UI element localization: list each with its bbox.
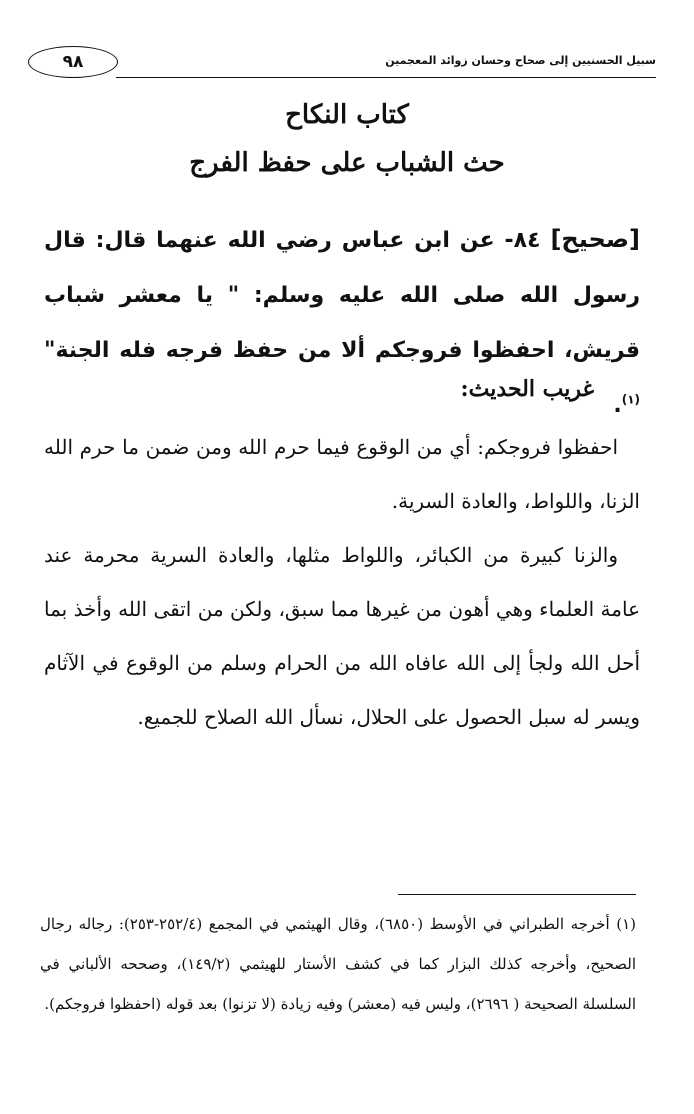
footnote-ref[interactable]: (١) [621,392,640,407]
gharib-paragraph-1 [44,420,640,528]
header-rule [116,77,656,78]
footnote: (١) أخرجه الطبراني في الأوسط (٦٨٥٠)، وقال الهيثمي في المجمع (٢٥٢/٤-٢٥٣): رجاله رجال الصحيح، وأخرجه كذلك البزار كما في كشف الأستار للهيثمي (١٤٩/٢)، وصححه الألباني في السلسلة الصحيحة ( ٢٦٩٦)، وليس فيه (معشر) وفيه زيادة (لا تزنوا) بعد قوله (احفظوا فروجكم). [40,915,636,1013]
running-title: سبيل الحسنيين إلى صحاح وحسان زوائد المعجمين [385,54,656,67]
gharib-paragraph-2-text: والزنا كبيرة من الكبائر، واللواط مثلها، والعادة السرية محرمة عند عامة العلماء وهي أهون من غيرها مما سبق، ولكن من اتقى الله وأخذ بما أحل الله ولجأ إلى الله عافاه الله من الحرام وسلم من الوقوع في الآثام ويسر له سبل الحصول على الحلال، نسأل الله الصلاح للجميع. [44,543,641,729]
page-header [28,46,656,80]
footnote-rule [398,894,636,895]
chapter-title: حث الشباب على حفظ الفرج [189,148,505,178]
gharib-paragraph-1-text: احفظوا فروجكم: أي من الوقوع فيما حرم الله ومن ضمن ما حرم الله الزنا، واللواط، والعادة السرية. [44,435,640,513]
hadith-body: ٨٤- عن ابن عباس رضي الله عنهما قال: قال رسول الله صلى الله عليه وسلم: " يا معشر شباب قريش، احفظوا فروجكم ألا من حفظ فرجه فله الجنة" [44,228,640,363]
gharib-heading: غريب الحديث: [460,376,594,402]
book-title: كتاب النكاح [285,100,409,130]
hadith-end: . [613,393,622,418]
hadith-grade: [صحيح] [550,225,640,253]
gharib-paragraph-2 [44,528,640,744]
page-number: ٩٨ [28,46,118,78]
